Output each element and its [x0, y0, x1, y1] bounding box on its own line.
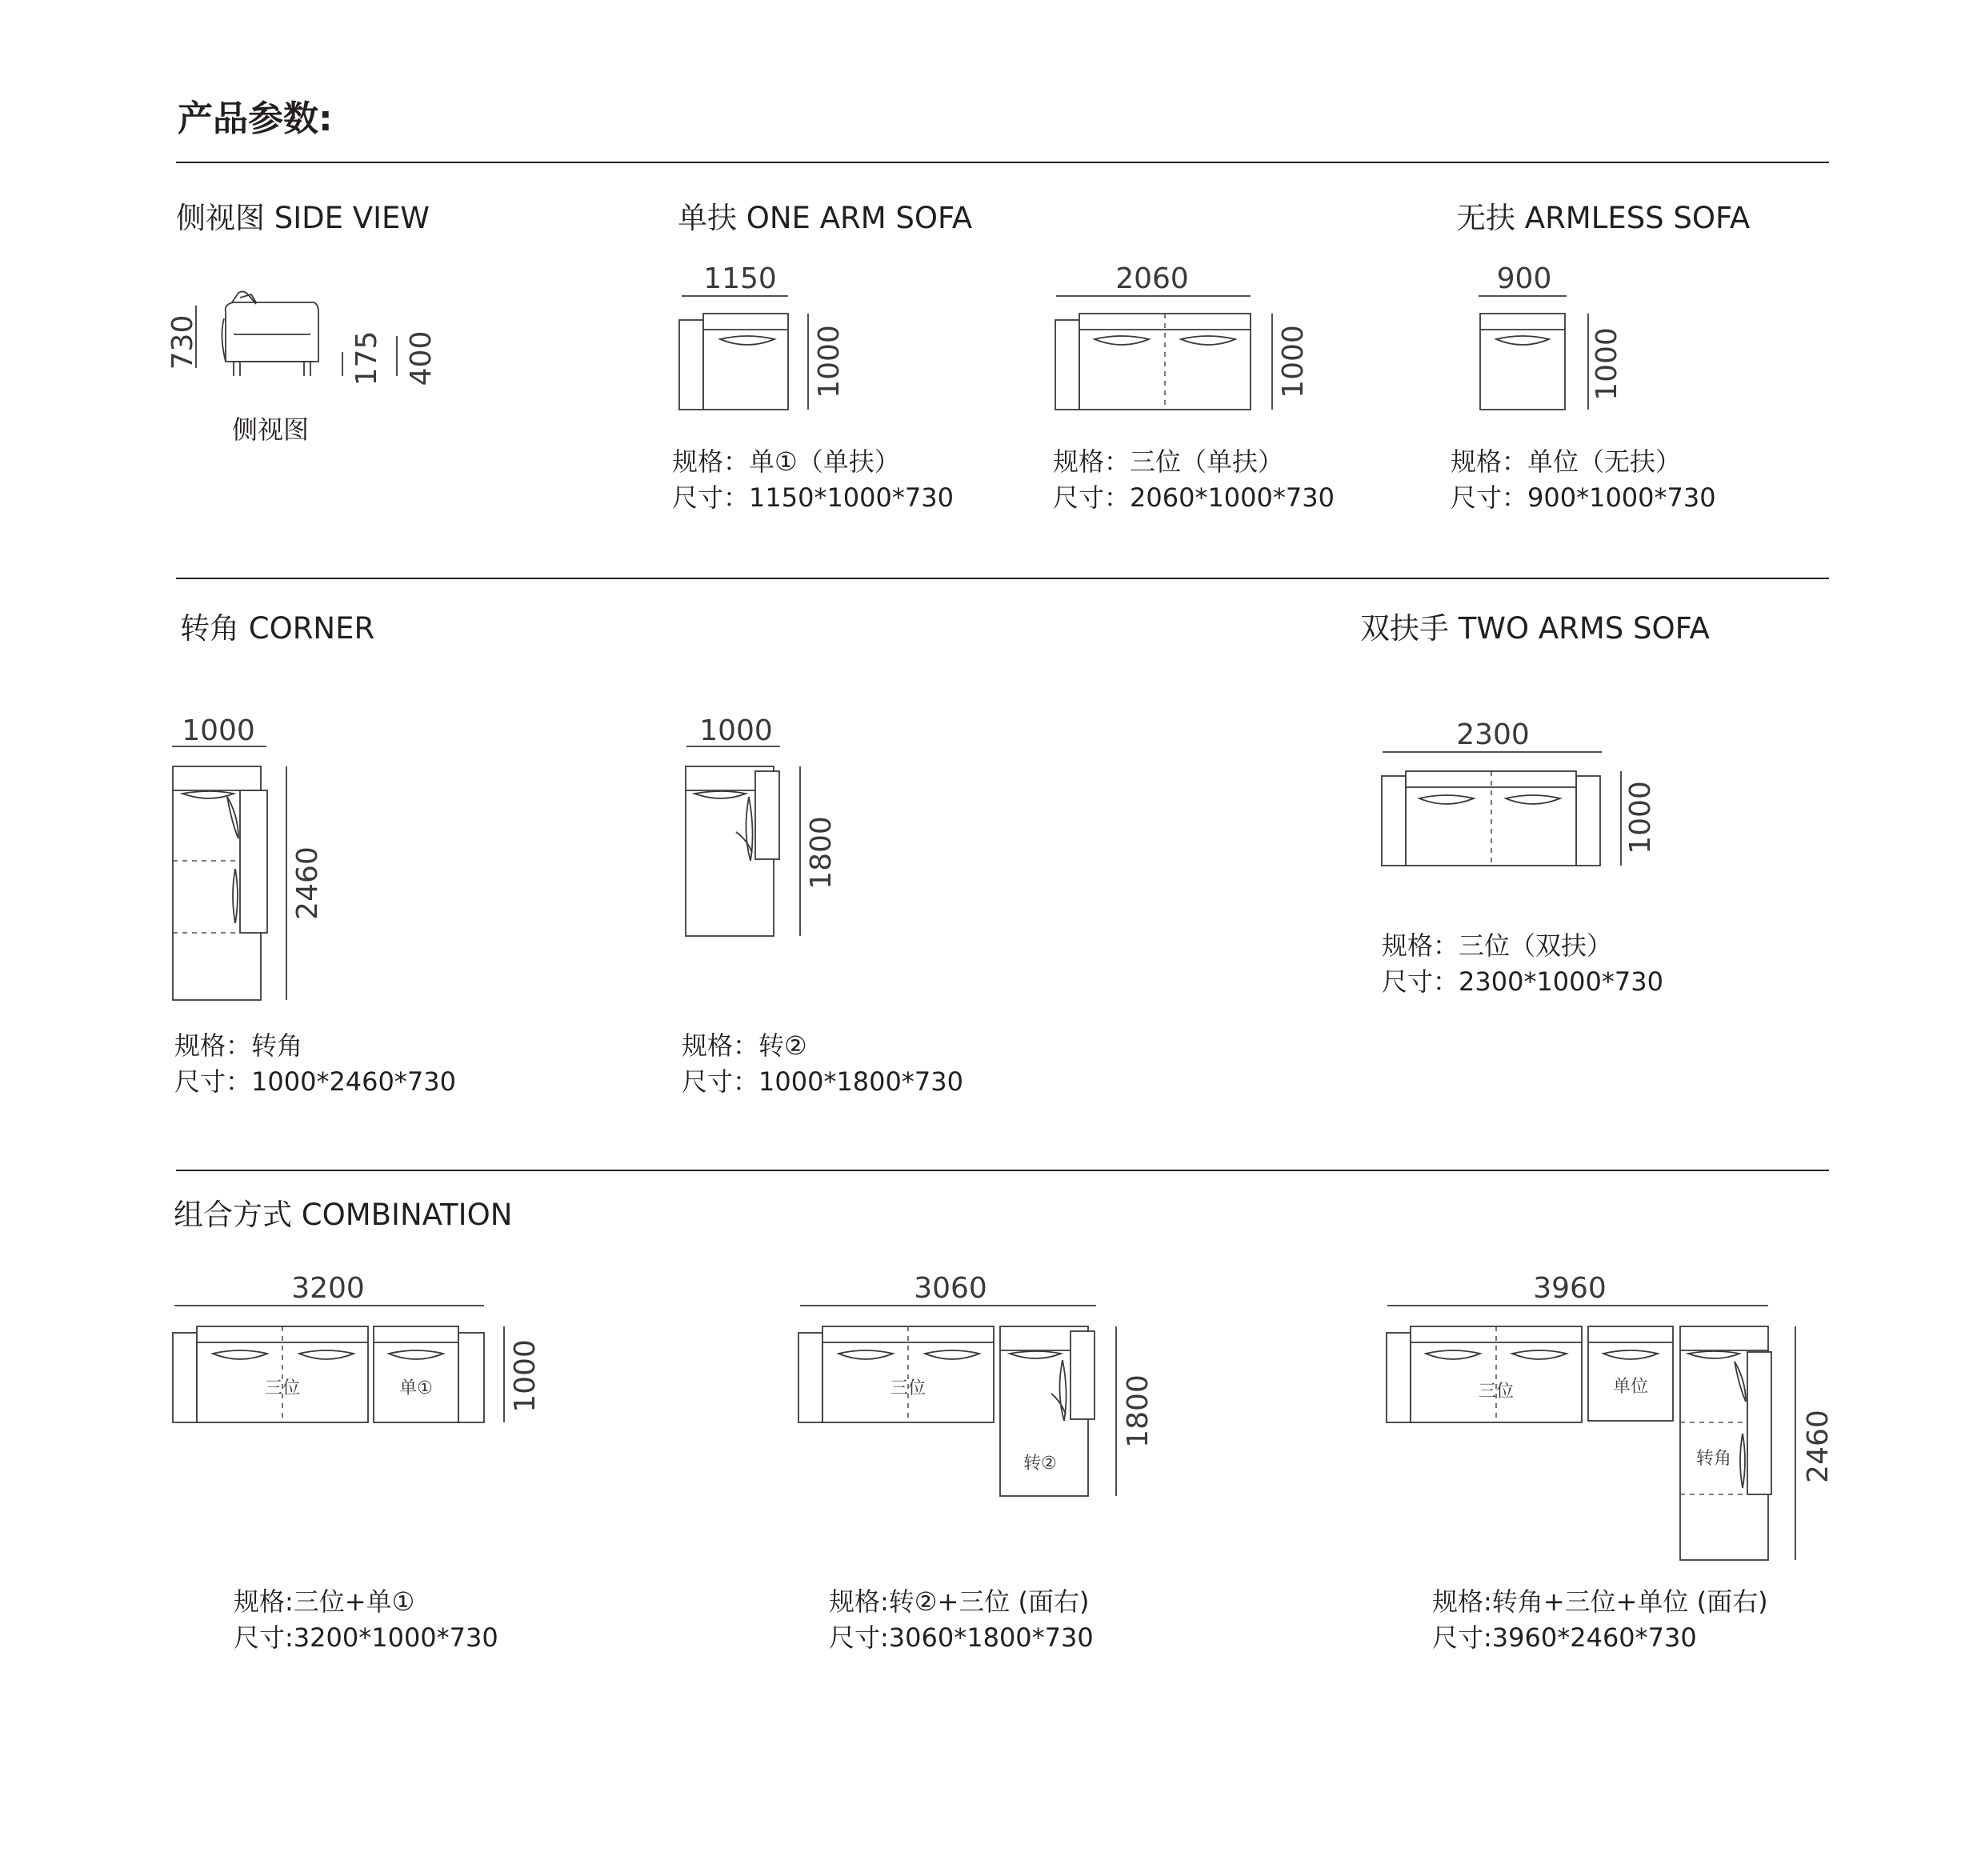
- size-line: 尺寸:3060*1800*730: [829, 1622, 1094, 1653]
- corner-heading: 转角 CORNER: [180, 611, 375, 646]
- one-arm-heading: 单扶 ONE ARM SOFA: [678, 201, 973, 235]
- dim-label: 2300: [1456, 718, 1530, 751]
- spec-line: 规格:转角+三位+单位 (面右): [1432, 1586, 1768, 1617]
- corner-2460-drawing: [172, 714, 324, 1000]
- spec-line: 规格:转②+三位 (面右): [829, 1586, 1090, 1617]
- size-line: 尺寸：900*1000*730: [1451, 482, 1716, 513]
- module-label: 三位: [890, 1378, 926, 1398]
- page-title: 产品参数:: [178, 98, 333, 139]
- corner-1800-drawing: [686, 714, 838, 936]
- dim-label: 1000: [699, 714, 773, 747]
- dim-label: 3200: [291, 1272, 365, 1305]
- size-line: 尺寸:3200*1000*730: [234, 1622, 498, 1653]
- dim-label: 2460: [291, 846, 324, 920]
- module-label: 转角: [1695, 1449, 1732, 1469]
- size-line: 尺寸：2060*1000*730: [1053, 482, 1335, 513]
- one-arm-2060-drawing: [1055, 262, 1310, 410]
- dim-label: 175: [350, 330, 383, 386]
- size-line: 尺寸：1000*1800*730: [682, 1066, 963, 1097]
- spec-line: 规格：三位（单扶）: [1053, 446, 1284, 477]
- dim-label: 3960: [1533, 1272, 1607, 1305]
- module-label: 单位: [1612, 1377, 1649, 1397]
- two-arms-heading: 双扶手 TWO ARMS SOFA: [1360, 611, 1710, 646]
- dim-label: 2060: [1115, 262, 1189, 295]
- size-line: 尺寸：1150*1000*730: [672, 482, 954, 513]
- side-view-heading: 侧视图 SIDE VIEW: [176, 201, 430, 235]
- combination-3200-drawing: [173, 1272, 542, 1422]
- combination-3960-drawing: [1387, 1272, 1835, 1560]
- module-label: 转②: [1023, 1454, 1057, 1474]
- two-arms-2300-drawing: [1382, 718, 1657, 866]
- spec-line: 规格:三位+单①: [234, 1586, 415, 1617]
- combination-heading: 组合方式 COMBINATION: [174, 1198, 513, 1232]
- module-label: 三位: [1478, 1382, 1515, 1402]
- side-view-caption: 侧视图: [232, 414, 310, 445]
- dim-label: 1000: [813, 325, 846, 398]
- dim-label: 1000: [1624, 781, 1657, 854]
- size-line: 尺寸:3960*2460*730: [1432, 1622, 1697, 1653]
- spec-line: 规格：单①（单扶）: [672, 446, 900, 477]
- dim-label: 1000: [509, 1339, 542, 1413]
- dim-label: 400: [405, 330, 438, 386]
- armless-heading: 无扶 ARMLESS SOFA: [1456, 201, 1751, 235]
- spec-line: 规格：转②: [682, 1030, 807, 1061]
- dim-label: 1150: [703, 262, 777, 295]
- size-line: 尺寸：1000*2460*730: [174, 1066, 456, 1097]
- side-view-drawing: [166, 291, 438, 386]
- spec-line: 规格：单位（无扶）: [1451, 446, 1682, 477]
- dim-label: 1000: [1277, 325, 1310, 398]
- dim-label: 3060: [914, 1272, 987, 1305]
- dim-label: 1000: [182, 714, 255, 747]
- size-line: 尺寸：2300*1000*730: [1382, 966, 1663, 997]
- dim-label: 1800: [805, 816, 838, 890]
- spec-line: 规格：转角: [174, 1030, 303, 1061]
- dim-label: 900: [1496, 262, 1552, 295]
- dim-label: 2460: [1802, 1410, 1835, 1483]
- one-arm-1150-drawing: [679, 262, 846, 410]
- spec-line: 规格：三位（双扶）: [1382, 930, 1613, 961]
- armless-900-drawing: [1479, 262, 1623, 410]
- combination-3060-drawing: [798, 1272, 1155, 1496]
- module-label: 三位: [264, 1378, 301, 1398]
- dim-label: 1000: [1591, 327, 1623, 401]
- module-label: 单①: [399, 1378, 433, 1398]
- dim-label: 1800: [1122, 1374, 1155, 1448]
- dim-label: 730: [166, 314, 199, 370]
